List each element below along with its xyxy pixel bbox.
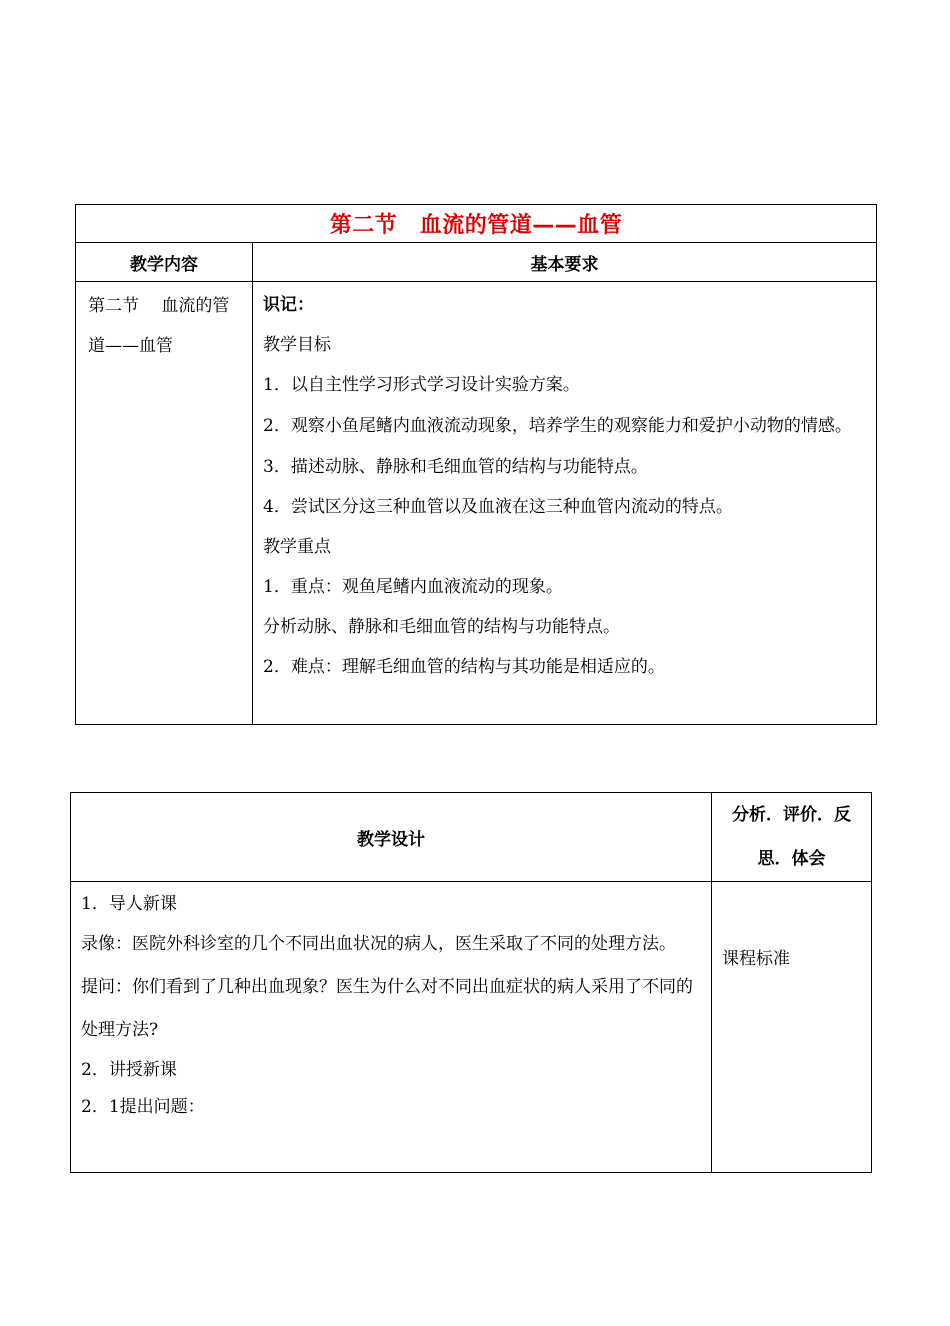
lesson-requirements-table: [75, 204, 877, 725]
objective-item: 4．尝试区分这三种血管以及血液在这三种血管内流动的特点。: [263, 497, 733, 517]
requirements-cell: [253, 282, 877, 725]
header-teaching-design: 教学设计: [71, 793, 712, 882]
objective-item: 2．观察小鱼尾鳍内血液流动现象，培养学生的观察能力和爱护小动物的情感。: [263, 416, 852, 436]
header-analysis-line: 思．体会: [757, 849, 826, 869]
content-line: 道——血管: [88, 336, 173, 356]
design-line: 2．1提出问题：: [81, 1097, 205, 1117]
header-analysis-line: 分析．评价．反: [732, 805, 851, 825]
keypoint-item: 2．难点：理解毛细血管的结构与其功能是相适应的。: [263, 657, 665, 677]
design-line: 2．讲授新课: [81, 1060, 177, 1080]
design-line: 提问：你们看到了几种出血现象？医生为什么对不同出血症状的病人采用了不同的处理方法?: [81, 977, 693, 1040]
teaching-content-cell: [76, 282, 253, 725]
keypoints-heading: 教学重点: [263, 537, 331, 557]
analysis-cell: 课程标准: [712, 882, 872, 1173]
header-basic-requirements: 基本要求: [253, 243, 877, 282]
teaching-design-table: [70, 792, 872, 1173]
section-title: 第二节 血流的管道——血管: [76, 205, 877, 243]
objective-item: 1．以自主性学习形式学习设计实验方案。: [263, 375, 580, 395]
keypoint-item: 分析动脉、静脉和毛细血管的结构与功能特点。: [263, 617, 620, 637]
design-line: 录像：医院外科诊室的几个不同出血状况的病人，医生采取了不同的处理方法。: [81, 934, 676, 954]
teaching-design-cell: [71, 882, 712, 1173]
header-teaching-content: 教学内容: [76, 243, 253, 282]
objective-item: 3．描述动脉、静脉和毛细血管的结构与功能特点。: [263, 457, 648, 477]
objectives-heading: 教学目标: [263, 335, 331, 355]
keypoint-item: 1．重点：观鱼尾鳍内血液流动的现象。: [263, 577, 563, 597]
header-analysis: [712, 793, 872, 882]
recall-label: 识记：: [263, 295, 314, 315]
content-line: 第二节 血流的管: [88, 296, 230, 316]
design-line: 1．导人新课: [81, 894, 177, 914]
